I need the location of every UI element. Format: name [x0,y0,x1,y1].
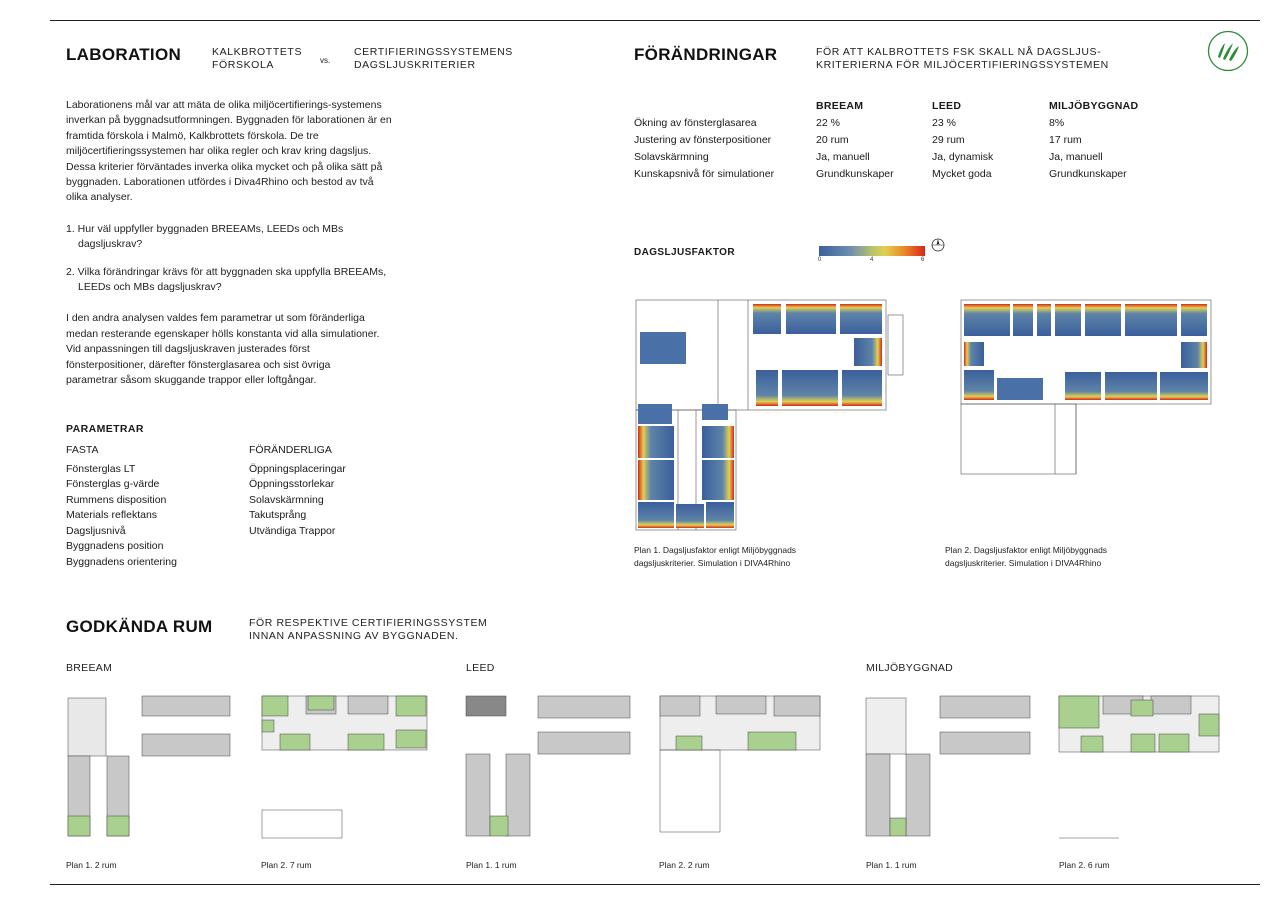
section-label-leed: LEED [466,662,495,674]
parametrar-title: PARAMETRAR [66,423,144,435]
cell: Ja, manuell [1049,151,1103,163]
subtitle-line: FÖR RESPEKTIVE CERTIFIERINGSSYSTEM [249,617,488,629]
question-1: 1. Hur väl uppfyller byggnaden BREEAMs, LEEDs och MBs dagsljuskrav? [66,222,344,251]
table-row [634,166,1149,183]
cell: Ja, dynamisk [932,151,994,163]
compass-icon [931,238,945,252]
plan-2-caption [945,544,1107,569]
fasta-item: Fönsterglas LT [66,462,136,475]
fasta-item: Byggnadens position [66,540,164,552]
laboration-subtitle-school [212,46,302,72]
subtitle-line: FÖR ATT KALBROTTETS FSK SKALL NÅ DAGSLJUS- [816,46,1102,58]
cell: 20 rum [816,134,849,146]
fasta-item: Dagsljusnivå [66,524,126,537]
top-frame-line [50,20,1260,21]
cell: 17 rum [1049,134,1082,146]
cell: Grundkunskaper [816,168,894,180]
forandringar-subtitle [816,46,1109,72]
caption-line: dagsljuskriterier. Simulation i DIVA4Rhino [634,557,791,568]
cell: Mycket goda [932,168,992,180]
cell: Ja, manuell [816,151,870,163]
godkanda-title: GODKÄNDA RUM [66,617,213,636]
row-label: Kunskapsnivå för simulationer [634,168,775,180]
question-2: 2. Vilka förändringar krävs för att byggnaden ska uppfylla BREEAMs, LEEDs och MBs dagsljuskrav? [66,265,387,294]
foranderliga-item: Utvändiga Trappor [249,524,336,537]
row-label: Ökning av fönsterglasarea [634,117,757,129]
foranderliga-column [249,443,346,539]
plan-label: Plan 1. 1 rum [866,860,917,870]
fasta-item: Byggnadens orientering [66,555,177,568]
approved-plan-mb-1 [862,690,1037,840]
cell: 23 % [932,117,956,129]
changes-table [634,98,1149,183]
caption-line: Plan 2. Dagsljusfaktor enligt Miljöbyggnads [945,545,1108,555]
row-label: Justering av fönsterpositioner [634,134,772,146]
column-header: LEED [932,100,962,112]
approved-plan-breeam-2 [258,690,433,840]
question-list [66,222,396,296]
legend-tick: 0 [818,257,822,263]
cell: 29 rum [932,134,965,146]
subtitle-line: DAGSLJUSKRITERIER [354,59,476,71]
fasta-head: FASTA [66,444,99,456]
heat-legend [819,246,925,256]
intro-paragraph: Laborationens mål var att mäta de olika miljöcertifierings-systemens inverkan på byggnadsutformningen. Byggnaden för laborationen är en framtida förskola i Malmö, Kalkbrottets förskola. De tre miljöcertifieringssystemen har olika regler och krav kring dagsljus. Dessa kriterier förväntades inverka olika mycket och på olika sätt på byggnaden. Laborationen utfördes i Diva4Rhino och bestod av två olika analyser. [66,99,392,204]
foranderliga-item: Solavskärmning [249,493,324,506]
caption-line: dagsljuskriterier. Simulation i DIVA4Rhino [945,557,1102,568]
caption-line: Plan 1. Dagsljusfaktor enligt Miljöbyggnads [634,545,797,555]
legend-tick: 6 [921,257,925,263]
subtitle-line: KALKBROTTETS [212,46,303,58]
subtitle-line: CERTIFIERINGSSYSTEMENS [354,46,513,58]
foranderliga-item: Takutsprång [249,509,307,521]
table-row [634,115,1149,132]
row-label: Solavskärmning [634,151,709,163]
foranderliga-head: FÖRÄNDERLIGA [249,444,332,456]
fasta-item: Materials reflektans [66,509,158,521]
plan-label: Plan 2. 2 rum [659,860,710,870]
approved-plan-breeam-1 [62,690,237,840]
table-header-empty [634,98,816,115]
leaf-logo-icon [1207,30,1249,72]
approved-plan-leed-2 [656,690,831,840]
plan-label: Plan 2. 6 rum [1059,860,1110,870]
godkanda-subtitle [249,617,487,643]
subtitle-line: FÖRSKOLA [212,59,274,71]
versus-label: vs. [320,56,331,65]
laboration-title: LABORATION [66,45,182,64]
fasta-column [66,443,177,570]
approved-plan-leed-1 [462,690,637,840]
section-label-miljobyggnad: MILJÖBYGGNAD [866,662,954,674]
fasta-item: Rummens disposition [66,493,167,506]
subtitle-line: INNAN ANPASSNING AV BYGGNADEN. [249,630,459,642]
bottom-frame-line [50,884,1260,885]
foranderliga-item: Öppningsplaceringar [249,462,346,475]
approved-plan-mb-2 [1055,690,1230,840]
table-row [634,132,1149,149]
daylight-plan-1 [628,290,918,535]
column-header: BREEAM [816,100,864,112]
plan-label: Plan 1. 2 rum [66,860,117,870]
daylight-plan-2 [955,290,1215,475]
dagsljus-title: DAGSLJUSFAKTOR [634,247,735,258]
cell: Grundkunskaper [1049,168,1127,180]
analysis-paragraph: I den andra analysen valdes fem parametrar ut som föränderliga medan resterande egenskaper hölls konstanta vid alla simulationer. Vid anpassningen till dagsljuskraven justerades först fönsterpositioner, därefter fönsterglasarea och sist övriga parametrar såsom skuggande trappor eller loftgångar. [66,312,380,387]
plan-1-caption [634,544,796,569]
forandringar-title: FÖRÄNDRINGAR [634,45,778,64]
cell: 8% [1049,117,1065,129]
subtitle-line: KRITERIERNA FÖR MILJÖCERTIFIERINGSSYSTEMEN [816,59,1109,71]
foranderliga-item: Öppningsstorlekar [249,478,335,490]
table-header-row [634,98,1149,115]
plan-label: Plan 2. 7 rum [261,860,312,870]
legend-tick: 4 [870,257,874,263]
cell: 22 % [816,117,840,129]
fasta-item: Fönsterglas g-värde [66,478,160,490]
plan-label: Plan 1. 1 rum [466,860,517,870]
table-row [634,149,1149,166]
laboration-subtitle-criteria [354,46,513,72]
column-header: MILJÖBYGGNAD [1049,100,1139,112]
section-label-breeam: BREEAM [66,662,113,674]
laboration-body [66,98,396,405]
